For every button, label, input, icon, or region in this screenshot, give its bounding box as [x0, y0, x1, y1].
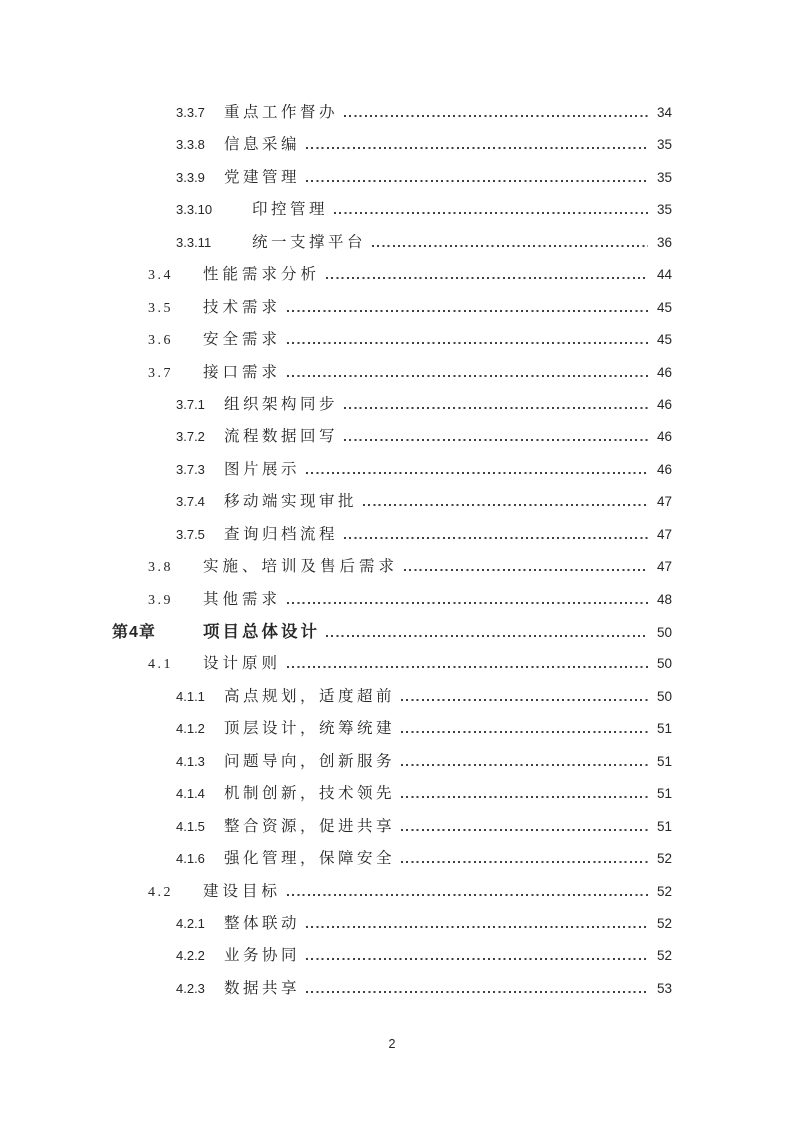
toc-entry[interactable]: [112, 129, 672, 161]
toc-entry[interactable]: [112, 940, 672, 972]
dotted-leader: [287, 894, 648, 896]
toc-entry[interactable]: [112, 194, 672, 226]
toc-entry-page-number: 53: [656, 980, 672, 996]
toc-entry-page-number: 36: [656, 234, 672, 250]
page-footer: [112, 1036, 672, 1052]
toc-entry-page-number: 52: [656, 915, 672, 931]
toc-entry-number: 3.8: [148, 560, 173, 576]
toc-entry-title: 问题导向，创新服务: [224, 752, 396, 770]
toc-entry[interactable]: [112, 713, 672, 745]
toc-entry-page-number: 47: [656, 494, 672, 510]
toc-entry[interactable]: [112, 876, 672, 908]
toc-entry-page-number: 50: [656, 625, 672, 640]
dotted-leader: [401, 699, 648, 701]
toc-entry-number: 4.1: [148, 657, 173, 673]
toc-entry[interactable]: [112, 551, 672, 583]
dotted-leader: [344, 407, 648, 409]
toc-entry-page-number: 47: [656, 526, 672, 542]
toc-entry-title: 组织架构同步: [224, 395, 339, 413]
toc-entry-title: 数据共享: [224, 979, 301, 997]
dotted-leader: [401, 796, 648, 798]
toc-entry[interactable]: [112, 616, 672, 648]
toc-entry[interactable]: [112, 746, 672, 778]
toc-entry-title: 查询归档流程: [224, 525, 339, 543]
toc-entry[interactable]: [112, 227, 672, 259]
dotted-leader: [404, 569, 648, 571]
toc-entry[interactable]: [112, 681, 672, 713]
toc-entry-number: 4.1.4: [176, 786, 205, 802]
toc-entry[interactable]: [112, 519, 672, 551]
toc-entry-page-number: 35: [656, 202, 672, 218]
toc-entry-page-number: 35: [656, 137, 672, 153]
toc-entry-title: 安全需求: [203, 331, 282, 349]
toc-entry-title: 信息采编: [224, 136, 301, 154]
toc-entry-page-number: 52: [656, 883, 672, 899]
toc-entry-page-number: 45: [656, 332, 672, 348]
toc-entry-title: 顶层设计，统筹统建: [224, 720, 396, 738]
dotted-leader: [326, 277, 648, 279]
toc-entry[interactable]: [112, 357, 672, 389]
toc-entry[interactable]: [112, 324, 672, 356]
toc-entry-title: 强化管理，保障安全: [224, 850, 396, 868]
toc-entry-number: 第4章: [112, 624, 156, 641]
toc-entry-title: 印控管理: [252, 201, 329, 219]
dotted-leader: [326, 635, 648, 637]
dotted-leader: [401, 731, 648, 733]
toc-entry[interactable]: [112, 811, 672, 843]
toc-entry[interactable]: [112, 97, 672, 129]
dotted-leader: [372, 245, 648, 247]
dotted-leader: [401, 764, 648, 766]
dotted-leader: [287, 310, 648, 312]
toc-entry-number: 4.2.2: [176, 948, 205, 964]
toc-entry[interactable]: [112, 421, 672, 453]
toc-entry-page-number: 51: [656, 753, 672, 769]
toc-entry[interactable]: [112, 584, 672, 616]
toc-entry-page-number: 50: [656, 656, 672, 672]
toc-entry[interactable]: [112, 648, 672, 680]
toc-entry-number: 3.7.5: [176, 526, 205, 542]
toc-entry-title: 重点工作督办: [224, 104, 339, 121]
toc-entry-title: 接口需求: [203, 363, 282, 381]
toc-entry[interactable]: [112, 843, 672, 875]
toc-entry-page-number: 46: [656, 461, 672, 477]
dotted-leader: [287, 602, 648, 604]
dotted-leader: [306, 958, 648, 960]
toc-entry-page-number: 51: [656, 721, 672, 737]
dotted-leader: [306, 180, 648, 182]
toc-entry-title: 技术需求: [203, 298, 282, 316]
toc-entry-page-number: 44: [656, 267, 672, 283]
toc-entry-number: 3.7.2: [176, 429, 205, 445]
toc-entry-title: 流程数据回写: [224, 428, 339, 446]
toc-entry-title: 设计原则: [203, 655, 282, 673]
toc-entry-number: 3.3.9: [176, 169, 205, 185]
toc-entry-title: 统一支撑平台: [252, 233, 367, 251]
toc-entry-number: 3.3.8: [176, 137, 205, 153]
toc-entry-number: 4.1.2: [176, 721, 205, 737]
toc-entry-number: 4.2: [148, 884, 173, 900]
dotted-leader: [287, 342, 648, 344]
dotted-leader: [334, 212, 648, 214]
toc-entry-page-number: 50: [656, 688, 672, 704]
table-of-contents: [112, 97, 672, 1005]
toc-entry-page-number: 46: [656, 396, 672, 412]
footer-page-number: 2: [388, 1037, 396, 1051]
toc-entry-number: 4.1.3: [176, 753, 205, 769]
toc-entry-number: 3.3.11: [176, 234, 212, 250]
toc-entry-number: 4.2.3: [176, 980, 205, 996]
toc-entry-page-number: 35: [656, 169, 672, 185]
toc-entry[interactable]: [112, 292, 672, 324]
toc-entry-page-number: 46: [656, 364, 672, 380]
toc-entry-page-number: 46: [656, 429, 672, 445]
toc-entry[interactable]: [112, 778, 672, 810]
toc-entry-title: 党建管理: [224, 168, 301, 186]
toc-entry-number: 3.6: [148, 333, 173, 349]
toc-entry-number: 3.3.10: [176, 202, 213, 218]
toc-entry[interactable]: [112, 389, 672, 421]
toc-entry[interactable]: [112, 908, 672, 940]
toc-entry-number: 3.7.3: [176, 461, 205, 477]
toc-entry-page-number: 51: [656, 786, 672, 802]
dotted-leader: [401, 861, 648, 863]
toc-entry-page-number: 52: [656, 851, 672, 867]
toc-entry-number: 3.3.7: [176, 105, 205, 120]
toc-entry-title: 建设目标: [203, 882, 282, 900]
toc-entry-title: 性能需求分析: [203, 266, 321, 284]
dotted-leader: [287, 375, 648, 377]
toc-entry-number: 3.7: [148, 365, 173, 381]
toc-entry-number: 3.5: [148, 300, 173, 316]
toc-entry[interactable]: [112, 454, 672, 486]
toc-entry-page-number: 48: [656, 591, 672, 607]
toc-entry-page-number: 34: [656, 105, 672, 120]
dotted-leader: [344, 439, 648, 441]
toc-entry-number: 3.9: [148, 592, 173, 608]
toc-entry-title: 业务协同: [224, 947, 301, 965]
toc-entry-page-number: 47: [656, 559, 672, 575]
dotted-leader: [287, 666, 648, 668]
toc-entry[interactable]: [112, 259, 672, 291]
dotted-leader: [401, 829, 648, 831]
toc-entry-title: 整合资源，促进共享: [224, 817, 396, 835]
toc-entry-title: 图片展示: [224, 460, 301, 478]
toc-entry[interactable]: [112, 162, 672, 194]
toc-entry-number: 4.1.6: [176, 851, 205, 867]
toc-entry-number: 3.4: [148, 268, 173, 284]
toc-entry-title: 移动端实现审批: [224, 493, 358, 511]
toc-entry[interactable]: [112, 973, 672, 1005]
dotted-leader: [306, 147, 648, 149]
dotted-leader: [306, 472, 648, 474]
dotted-leader: [344, 115, 648, 117]
toc-entry-number: 4.1.1: [176, 688, 205, 704]
toc-entry-number: 3.7.1: [176, 396, 205, 412]
toc-entry-title: 机制创新，技术领先: [224, 785, 396, 803]
toc-entry[interactable]: [112, 486, 672, 518]
toc-entry-number: 4.2.1: [176, 915, 205, 931]
dotted-leader: [306, 991, 648, 993]
dotted-leader: [363, 504, 648, 506]
toc-entry-page-number: 52: [656, 948, 672, 964]
dotted-leader: [344, 537, 648, 539]
toc-entry-page-number: 45: [656, 299, 672, 315]
toc-entry-number: 3.7.4: [176, 494, 205, 510]
toc-entry-page-number: 51: [656, 818, 672, 834]
dotted-leader: [306, 926, 648, 928]
toc-entry-title: 其他需求: [203, 590, 282, 608]
toc-entry-number: 4.1.5: [176, 818, 205, 834]
toc-entry-title: 实施、培训及售后需求: [203, 558, 399, 576]
toc-entry-title: 高点规划，适度超前: [224, 687, 396, 705]
toc-entry-title: 项目总体设计: [203, 623, 320, 641]
toc-entry-title: 整体联动: [224, 914, 301, 932]
